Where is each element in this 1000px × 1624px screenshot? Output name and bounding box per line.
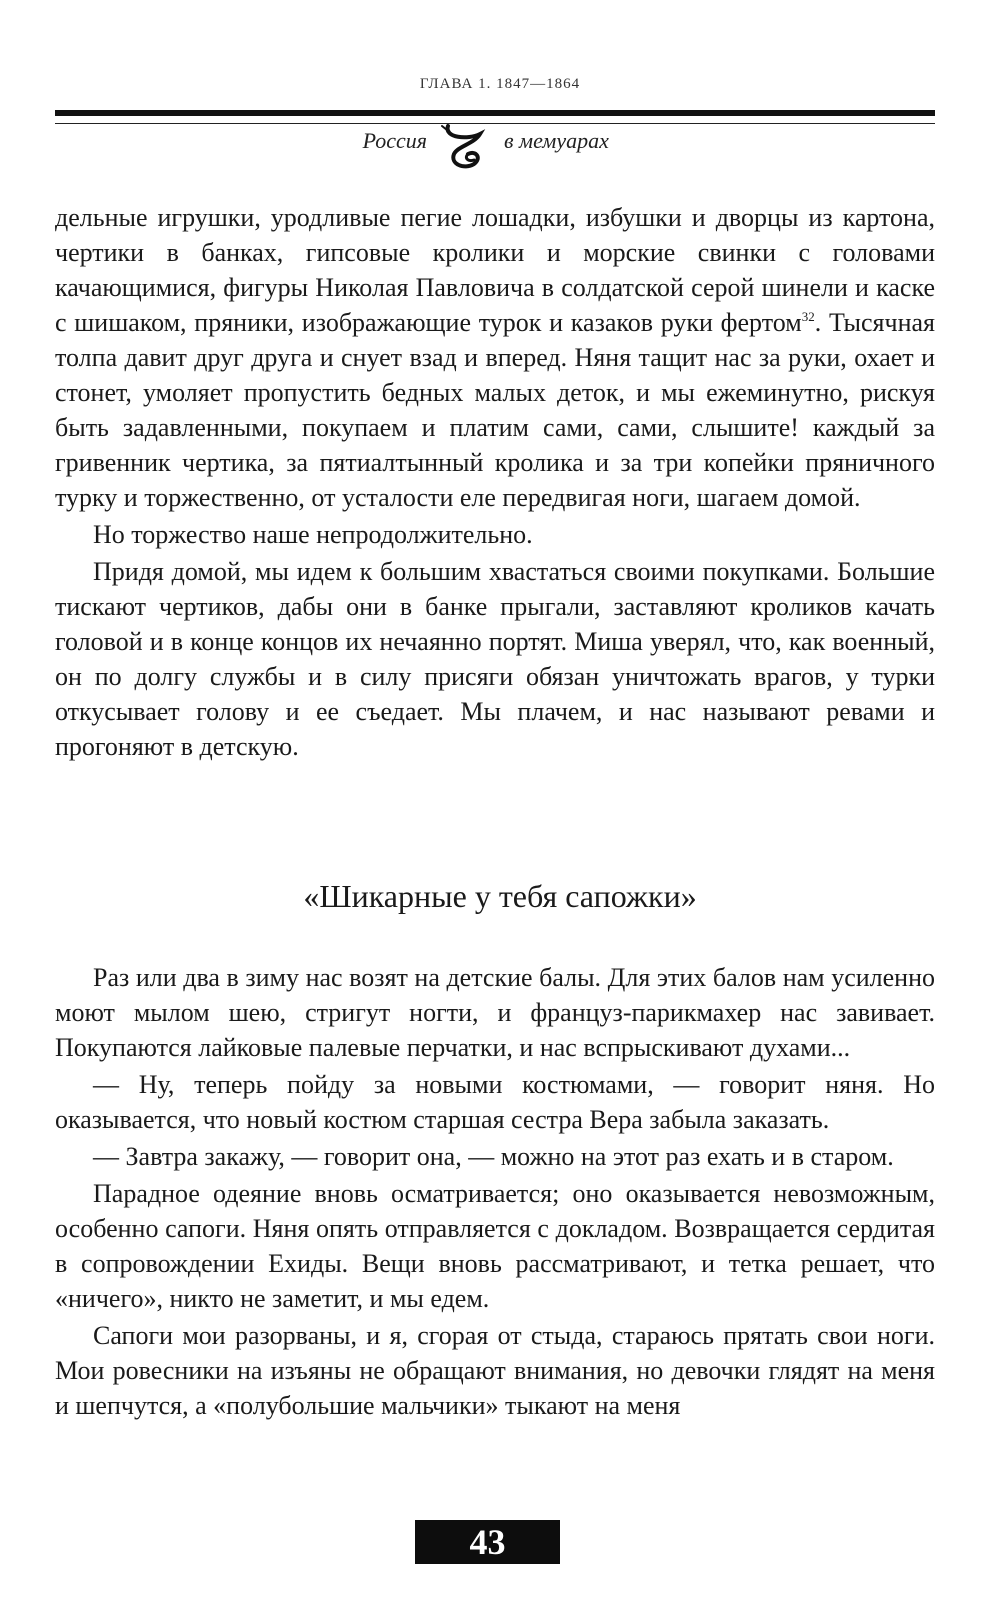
swirl-ornament-icon bbox=[434, 124, 498, 174]
running-head-chapter: ГЛАВА 1. 1847—1864 bbox=[419, 76, 581, 92]
series-title-right: в мемуарах bbox=[504, 128, 609, 153]
footnote-marker: 32 bbox=[801, 309, 815, 324]
header-rule-thick bbox=[55, 110, 935, 116]
paragraph: Раз или два в зиму нас возят на детские балы. Для этих балов нам усиленно моют мылом шею, стригут ногти, и француз-парикмахер нас завивает. Покупаются лайковые палевые перчатки, и нас вспрыскивают духами... bbox=[55, 963, 935, 1062]
section-heading: «Шикарные у тебя сапожки» bbox=[303, 878, 697, 914]
page-number: 43 bbox=[415, 1520, 560, 1564]
series-title bbox=[0, 124, 1000, 174]
series-title-left: Россия bbox=[362, 128, 427, 153]
paragraph: — Ну, теперь пойду за новыми костюмами, — говорит няня. Но оказывается, что новый костюм старшая сестра Вера забыла заказать. bbox=[55, 1070, 935, 1134]
paragraph: Придя домой, мы идем к большим хвастаться своими покупками. Большие тискают чертиков, дабы они в банке прыгали, заставляют кроликов качать головой и в конце концов их нечаянно портят. Миша уверял, что, как военный, он по долгу службы и в силу присяги обязан уничтожать врагов, у турки откусывает голову и ее съедает. Мы плачем, и нас называют ревами и прогоняют в детскую. bbox=[55, 557, 935, 761]
paragraph: дельные игрушки, уродливые пегие лошадки, избушки и дворцы из картона, чертики в банках, гипсовые кролики и морские свинки с головами качающимися, фигуры Николая Павловича в солдатской серой шинели и каске с шишаком, пряники, изображающие турок и казаков руки фертом$^{32}$. Тысячная толпа давит друг друга и снует взад и вперед. Няня тащит нас за руки, охает и стонет, умоляет пропустить бедных малых деток, и мы ежеминутно, рискуя быть задавленными, покупаем и платим сами, сами, слышите! каждый за гривенник чертика, за пятиалтынный кролика и за три копейки пряничного турку и торжественно, от усталости еле передвигая ноги, шагаем домой. bbox=[55, 203, 935, 512]
paragraph: Парадное одеяние вновь осматривается; оно оказывается невозможным, особенно сапоги. Няня опять отправляется с докладом. Возвращается сердитая в сопровождении Ехиды. Вещи вновь рассматривают, и тетка решает, что «ничего», никто не заметит, и мы едем. bbox=[55, 1179, 935, 1313]
paragraph: Сапоги мои разорваны, и я, сгорая от стыда, стараюсь прятать свои ноги. Мои ровесники на изъяны не обращают внимания, но девочки глядят на меня и шепчутся, а «полубольшие мальчики» тыкают на меня bbox=[55, 1321, 935, 1420]
paragraph: — Завтра закажу, — говорит она, — можно на этот раз ехать и в старом. bbox=[93, 1142, 894, 1171]
section-2-body bbox=[55, 960, 935, 1423]
section-1-body bbox=[55, 200, 935, 764]
paragraph: Но торжество наше непродолжительно. bbox=[93, 520, 533, 549]
